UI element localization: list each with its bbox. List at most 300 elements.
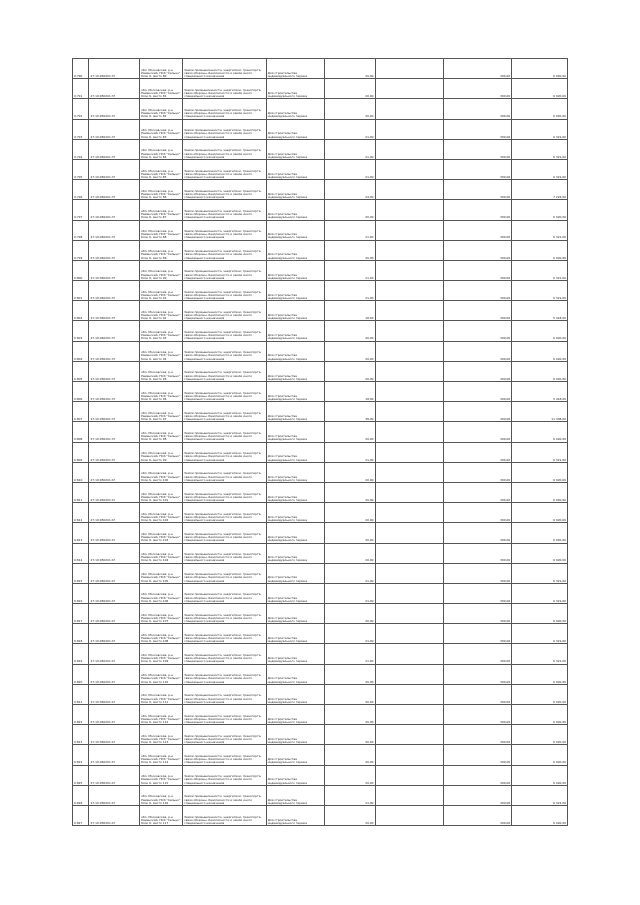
blank-cell [375, 220, 443, 240]
area-cell: 18,00 [324, 382, 375, 402]
address-place-number: 100 [162, 477, 169, 482]
table-row [73, 604, 568, 624]
total-value-cell: 5 418,00 [512, 301, 568, 321]
total-value-cell: 6 020,00 [512, 341, 568, 361]
total-value-cell: 6 020,00 [512, 462, 568, 482]
cadastral-number-cell: 27:10:050201:4? [89, 785, 140, 805]
price-cell: 300,00 [443, 705, 511, 725]
area-cell: 21,00 [324, 563, 375, 583]
price-cell: 300,00 [443, 200, 511, 220]
address-cell [140, 402, 183, 422]
address-text: обл. Московская, р-н Раменский, ПСК "Сельцо" блок 6, место [141, 471, 181, 482]
price-cell: 300,00 [443, 139, 511, 159]
address-text: обл. Московская, р-н Раменский, ПСК "Сельцо" блок 6, место [141, 552, 181, 563]
area-cell: 21,00 [324, 139, 375, 159]
permitted-use-cell: Для строительства индивидуального гаража [266, 321, 324, 341]
land-category-cell: Земли промышленности, энергетики, транспорта, связи обороны, безопасности и земли иного специального назначения [183, 402, 267, 422]
area-cell: 20,00 [324, 765, 375, 785]
total-value-cell: 6 020,00 [512, 765, 568, 785]
table-row [73, 523, 568, 543]
table-row [73, 644, 568, 664]
total-value-cell: 6 321,00 [512, 159, 568, 179]
table-row [73, 765, 568, 785]
land-plot-table [72, 58, 568, 826]
address-cell [140, 99, 183, 119]
blank-cell [375, 684, 443, 704]
address-text: обл. Московская, р-н Раменский, ПСК "Сельцо" блок 6, место [141, 451, 181, 462]
row-id-cell: 0:816 [73, 583, 89, 603]
land-category-cell: Земли промышленности, энергетики, транспорта, связи обороны, безопасности и земли иного специального назначения [183, 59, 267, 79]
blank-cell [375, 664, 443, 684]
cadastral-number-cell: 27:10:050201:3? [89, 119, 140, 139]
permitted-use-cell: Для строительства индивидуального гаража [266, 583, 324, 603]
address-cell [140, 220, 183, 240]
address-place-number: 87 [162, 215, 167, 220]
total-value-cell: 6 020,00 [512, 745, 568, 765]
row-id-cell: 0:817 [73, 604, 89, 624]
area-cell: 21,00 [324, 281, 375, 301]
address-text: обл. Московская, р-н Раменский, ПСК "Сельцо" блок 6, место [141, 390, 181, 401]
address-place-number: 107 [162, 619, 169, 624]
address-text: обл. Московская, р-н Раменский, ПСК "Сельцо" блок 6, место [141, 330, 181, 341]
table-row [73, 503, 568, 523]
total-value-cell: 6 020,00 [512, 422, 568, 442]
permitted-use-cell: Для строительства индивидуального гаража [266, 705, 324, 725]
table-row [73, 462, 568, 482]
row-id-cell: 0:821 [73, 684, 89, 704]
blank-cell [375, 382, 443, 402]
permitted-use-cell: Для строительства индивидуального гаража [266, 563, 324, 583]
address-cell [140, 301, 183, 321]
blank-cell [375, 705, 443, 725]
address-text: обл. Московская, р-н Раменский, ПСК "Сельцо" блок 6, место [141, 693, 181, 704]
row-id-cell: 0:800 [73, 260, 89, 280]
total-value-cell: 6 321,00 [512, 139, 568, 159]
row-id-cell: 0:796 [73, 180, 89, 200]
row-id-cell: 0:797 [73, 200, 89, 220]
address-place-number: 116 [162, 800, 169, 805]
land-category-cell: Земли промышленности, энергетики, транспорта, связи обороны, безопасности и земли иного специального назначения [183, 785, 267, 805]
cadastral-number-cell: 27:10:050201:3? [89, 240, 140, 260]
table-row [73, 361, 568, 381]
address-place-number: 83 [162, 134, 167, 139]
address-cell [140, 59, 183, 79]
address-cell [140, 563, 183, 583]
blank-cell [375, 159, 443, 179]
row-id-cell: 0:803 [73, 321, 89, 341]
area-cell: 21,00 [324, 785, 375, 805]
price-cell: 300,00 [443, 79, 511, 99]
row-id-cell: 0:805 [73, 361, 89, 381]
permitted-use-cell: Для строительства индивидуального гаража [266, 684, 324, 704]
permitted-use-cell: Для строительства индивидуального гаража [266, 59, 324, 79]
total-value-cell: 6 321,00 [512, 119, 568, 139]
area-cell: 18,00 [324, 301, 375, 321]
permitted-use-cell: Для строительства индивидуального гаража [266, 785, 324, 805]
address-text: обл. Московская, р-н Раменский, ПСК "Сельцо" блок 6, место [141, 87, 181, 99]
cadastral-number-cell: 27:10:050201:3? [89, 79, 140, 99]
address-place-number: 97 [162, 417, 167, 422]
row-id-cell: 0:827 [73, 805, 89, 825]
cadastral-number-cell: 27:10:050201:4? [89, 644, 140, 664]
blank-cell [375, 543, 443, 563]
total-value-cell: 6 321,00 [512, 260, 568, 280]
blank-cell [375, 765, 443, 785]
address-cell [140, 705, 183, 725]
land-category-cell: Земли промышленности, энергетики, транспорта, связи обороны, безопасности и земли иного специального назначения [183, 139, 267, 159]
land-category-cell: Земли промышленности, энергетики, транспорта, связи обороны, безопасности и земли иного специального назначения [183, 382, 267, 402]
permitted-use-cell: Для строительства индивидуального гаража [266, 361, 324, 381]
blank-cell [375, 503, 443, 523]
table-row [73, 382, 568, 402]
address-place-number: 106 [162, 598, 169, 603]
price-cell: 300,00 [443, 523, 511, 543]
price-cell: 300,00 [443, 220, 511, 240]
address-cell [140, 785, 183, 805]
address-place-number: 108 [162, 639, 169, 644]
permitted-use-cell: Для строительства индивидуального гаража [266, 79, 324, 99]
row-id-cell: 0:794 [73, 139, 89, 159]
area-cell: 21,00 [324, 159, 375, 179]
price-cell: 300,00 [443, 422, 511, 442]
address-text: обл. Московская, р-н Раменский, ПСК "Сельцо" блок 6, место [141, 410, 181, 422]
total-value-cell: 6 020,00 [512, 725, 568, 745]
table-row [73, 159, 568, 179]
permitted-use-cell: Для строительства индивидуального гаража [266, 442, 324, 462]
blank-cell [375, 563, 443, 583]
address-place-number: 96 [162, 396, 167, 401]
land-category-cell: Земли промышленности, энергетики, транспорта, связи обороны, безопасности и земли иного специального назначения [183, 260, 267, 280]
land-category-cell: Земли промышленности, энергетики, транспорта, связи обороны, безопасности и земли иного специального назначения [183, 321, 267, 341]
permitted-use-cell: Для строительства индивидуального гаража [266, 119, 324, 139]
table-row [73, 422, 568, 442]
address-text: обл. Московская, р-н Раменский, ПСК "Сельцо" блок 6, место [141, 713, 181, 724]
permitted-use-cell: Для строительства индивидуального гаража [266, 99, 324, 119]
total-value-cell: 6 321,00 [512, 442, 568, 462]
table-row [73, 442, 568, 462]
address-cell [140, 321, 183, 341]
table-row [73, 200, 568, 220]
address-text: обл. Московская, р-н Раменский, ПСК "Сельцо" блок 6, место [141, 430, 181, 442]
total-value-cell: 6 020,00 [512, 684, 568, 704]
address-text: обл. Московская, р-н Раменский, ПСК "Сельцо" блок 6, место [141, 632, 181, 644]
address-cell [140, 139, 183, 159]
address-text: обл. Московская, р-н Раменский, ПСК "Сельцо" блок 6, место [141, 531, 181, 543]
cadastral-number-cell: 27:10:050201:4? [89, 664, 140, 684]
price-cell: 300,00 [443, 462, 511, 482]
land-category-cell: Земли промышленности, энергетики, транспорта, связи обороны, безопасности и земли иного специального назначения [183, 583, 267, 603]
address-cell [140, 159, 183, 179]
cadastral-number-cell: 27:10:050201:3? [89, 180, 140, 200]
address-text: обл. Московская, р-н Раменский, ПСК "Сельцо" блок 6, место [141, 289, 181, 301]
land-category-cell: Земли промышленности, энергетики, транспорта, связи обороны, безопасности и земли иного специального назначения [183, 482, 267, 502]
total-value-cell: 6 321,00 [512, 563, 568, 583]
address-text: обл. Московская, р-н Раменский, ПСК "Сельцо" блок 6, место [141, 794, 181, 805]
address-place-number: 102 [162, 518, 169, 523]
cadastral-number-cell: 27:10:050201:4? [89, 604, 140, 624]
cadastral-number-cell: 27:10:050201:3? [89, 220, 140, 240]
land-category-cell: Земли промышленности, энергетики, транспорта, связи обороны, безопасности и земли иного специального назначения [183, 180, 267, 200]
land-category-cell: Земли промышленности, энергетики, транспорта, связи обороны, безопасности и земли иного специального назначения [183, 725, 267, 745]
area-cell: 20,00 [324, 462, 375, 482]
price-cell: 300,00 [443, 301, 511, 321]
area-cell: 20,00 [324, 240, 375, 260]
address-place-number: 110 [162, 679, 169, 684]
permitted-use-cell: Для строительства индивидуального гаража [266, 240, 324, 260]
address-place-number: 85 [162, 174, 167, 179]
row-id-cell: 0:802 [73, 301, 89, 321]
address-cell [140, 583, 183, 603]
address-place-number: 98 [162, 437, 167, 442]
land-category-cell: Земли промышленности, энергетики, транспорта, связи обороны, безопасности и земли иного специального назначения [183, 765, 267, 785]
price-cell: 300,00 [443, 361, 511, 381]
land-category-cell: Земли промышленности, энергетики, транспорта, связи обороны, безопасности и земли иного специального назначения [183, 220, 267, 240]
price-cell: 300,00 [443, 402, 511, 422]
blank-cell [375, 482, 443, 502]
price-cell: 300,00 [443, 382, 511, 402]
address-place-number: 112 [162, 719, 169, 724]
price-cell: 300,00 [443, 624, 511, 644]
area-cell: 20,00 [324, 684, 375, 704]
blank-cell [375, 604, 443, 624]
total-value-cell: 7 224,00 [512, 180, 568, 200]
address-cell [140, 382, 183, 402]
permitted-use-cell: Для строительства индивидуального гаража [266, 664, 324, 684]
row-id-cell: 0:799 [73, 240, 89, 260]
price-cell: 300,00 [443, 644, 511, 664]
land-category-cell: Земли промышленности, энергетики, транспорта, связи обороны, безопасности и земли иного специального назначения [183, 341, 267, 361]
total-value-cell: 11 438,00 [512, 402, 568, 422]
cadastral-number-cell: 27:10:050201:4? [89, 482, 140, 502]
cadastral-number-cell: 27:10:050201:3? [89, 281, 140, 301]
address-cell [140, 624, 183, 644]
address-cell [140, 725, 183, 745]
address-cell [140, 240, 183, 260]
land-category-cell: Земли промышленности, энергетики, транспорта, связи обороны, безопасности и земли иного специального назначения [183, 119, 267, 139]
cadastral-number-cell: 27:10:050201:4? [89, 462, 140, 482]
address-place-number: 82 [162, 114, 167, 119]
address-place-number: 113 [162, 740, 169, 745]
address-place-number: 81 [162, 94, 167, 99]
area-cell: 21,00 [324, 442, 375, 462]
row-id-cell: 0:826 [73, 785, 89, 805]
address-place-number: 99 [162, 457, 167, 462]
address-cell [140, 684, 183, 704]
permitted-use-cell: Для строительства индивидуального гаража [266, 644, 324, 664]
price-cell: 300,00 [443, 604, 511, 624]
land-category-cell: Земли промышленности, энергетики, транспорта, связи обороны, безопасности и земли иного специального назначения [183, 705, 267, 725]
blank-cell [375, 624, 443, 644]
address-cell [140, 543, 183, 563]
address-cell [140, 805, 183, 825]
address-text: обл. Московская, р-н Раменский, ПСК "Сельцо" блок 6, место [141, 511, 181, 523]
row-id-cell: 0:793 [73, 119, 89, 139]
area-cell: 20,00 [324, 200, 375, 220]
address-text: обл. Московская, р-н Раменский, ПСК "Сельцо" блок 6, место [141, 733, 181, 745]
total-value-cell: 6 321,00 [512, 220, 568, 240]
blank-cell [375, 583, 443, 603]
address-place-number: 90 [162, 275, 167, 280]
address-cell [140, 664, 183, 684]
table-row [73, 583, 568, 603]
permitted-use-cell: Для строительства индивидуального гаража [266, 139, 324, 159]
total-value-cell: 6 020,00 [512, 664, 568, 684]
permitted-use-cell: Для строительства индивидуального гаража [266, 200, 324, 220]
cadastral-number-cell: 27:10:050201:4? [89, 563, 140, 583]
address-cell [140, 341, 183, 361]
table-row [73, 341, 568, 361]
permitted-use-cell: Для строительства индивидуального гаража [266, 301, 324, 321]
price-cell: 300,00 [443, 482, 511, 502]
table-row [73, 805, 568, 825]
table-row [73, 321, 568, 341]
address-cell [140, 119, 183, 139]
land-category-cell: Земли промышленности, энергетики, транспорта, связи обороны, безопасности и земли иного специального назначения [183, 240, 267, 260]
blank-cell [375, 805, 443, 825]
cadastral-number-cell: 27:10:050201:3? [89, 139, 140, 159]
total-value-cell: 6 321,00 [512, 644, 568, 664]
land-category-cell: Земли промышленности, энергетики, транспорта, связи обороны, безопасности и земли иного специального назначения [183, 644, 267, 664]
blank-cell [375, 785, 443, 805]
address-place-number: 115 [162, 780, 169, 785]
table-row [73, 745, 568, 765]
price-cell: 300,00 [443, 785, 511, 805]
table-row [73, 180, 568, 200]
cadastral-number-cell: 27:10:050201:4? [89, 523, 140, 543]
cadastral-number-cell: 27:10:050201:3? [89, 159, 140, 179]
price-cell: 300,00 [443, 180, 511, 200]
blank-cell [375, 139, 443, 159]
address-place-number: 109 [162, 659, 169, 664]
address-place-number: 91 [162, 296, 167, 301]
permitted-use-cell: Для строительства индивидуального гаража [266, 765, 324, 785]
address-cell [140, 180, 183, 200]
row-id-cell: 0:807 [73, 402, 89, 422]
cadastral-number-cell: 27:10:050201:4? [89, 745, 140, 765]
address-place-number: 117 [162, 820, 169, 825]
area-cell: 20,00 [324, 341, 375, 361]
address-text: обл. Московская, р-н Раменский, ПСК "Сельцо" блок 6, место [141, 814, 181, 825]
address-text: обл. Московская, р-н Раменский, ПСК "Сельцо" блок 6, место [141, 612, 181, 624]
area-cell: 21,00 [324, 644, 375, 664]
blank-cell [375, 422, 443, 442]
price-cell: 300,00 [443, 240, 511, 260]
cadastral-number-cell: 27:10:050201:4? [89, 765, 140, 785]
row-id-cell: 0:813 [73, 523, 89, 543]
address-text: обл. Московская, р-н Раменский, ПСК "Сельцо" блок 6, место [141, 148, 181, 159]
area-cell: 20,00 [324, 664, 375, 684]
table-row [73, 240, 568, 260]
address-cell [140, 462, 183, 482]
blank-cell [375, 321, 443, 341]
total-value-cell: 6 020,00 [512, 361, 568, 381]
area-cell: 21,00 [324, 119, 375, 139]
row-id-cell: 0:823 [73, 725, 89, 745]
cadastral-number-cell: 27:10:050201:4? [89, 543, 140, 563]
permitted-use-cell: Для строительства индивидуального гаража [266, 624, 324, 644]
address-cell [140, 422, 183, 442]
area-cell: 24,00 [324, 180, 375, 200]
blank-cell [375, 99, 443, 119]
address-place-number: 88 [162, 235, 167, 240]
table-row [73, 543, 568, 563]
area-cell: 20,00 [324, 523, 375, 543]
blank-cell [375, 402, 443, 422]
table-row [73, 220, 568, 240]
row-id-cell: 0:824 [73, 745, 89, 765]
permitted-use-cell: Для строительства индивидуального гаража [266, 462, 324, 482]
address-cell [140, 745, 183, 765]
price-cell: 300,00 [443, 260, 511, 280]
table-row [73, 59, 568, 79]
land-category-cell: Земли промышленности, энергетики, транспорта, связи обороны, безопасности и земли иного специального назначения [183, 503, 267, 523]
area-cell: 20,00 [324, 705, 375, 725]
area-cell: 20,00 [324, 99, 375, 119]
cadastral-number-cell: 27:10:050201:3? [89, 99, 140, 119]
table-row [73, 563, 568, 583]
cadastral-number-cell: 27:10:050201:4? [89, 624, 140, 644]
land-category-cell: Земли промышленности, энергетики, транспорта, связи обороны, безопасности и земли иного специального назначения [183, 745, 267, 765]
permitted-use-cell: Для строительства индивидуального гаража [266, 604, 324, 624]
address-place-number: 89 [162, 255, 167, 260]
area-cell: 20,00 [324, 79, 375, 99]
address-place-number: 93 [162, 336, 167, 341]
cadastral-number-cell: 27:10:050201:3? [89, 341, 140, 361]
price-cell: 300,00 [443, 281, 511, 301]
row-id-cell: 0:814 [73, 543, 89, 563]
row-id-cell: 0:795 [73, 159, 89, 179]
address-place-number: 105 [162, 578, 169, 583]
area-cell: 21,00 [324, 624, 375, 644]
land-category-cell: Земли промышленности, энергетики, транспорта, связи обороны, безопасности и земли иного специального назначения [183, 442, 267, 462]
land-category-cell: Земли промышленности, энергетики, транспорта, связи обороны, безопасности и земли иного специального назначения [183, 664, 267, 684]
address-place-number: 80 [162, 73, 167, 78]
cadastral-number-cell: 27:10:050201:3? [89, 402, 140, 422]
price-cell: 300,00 [443, 664, 511, 684]
address-cell [140, 260, 183, 280]
blank-cell [375, 119, 443, 139]
address-place-number: 94 [162, 356, 167, 361]
table-row [73, 139, 568, 159]
cadastral-number-cell: 27:10:050201:3? [89, 260, 140, 280]
table-row [73, 725, 568, 745]
cadastral-number-cell: 27:10:050201:3? [89, 422, 140, 442]
table-row [73, 482, 568, 502]
land-category-cell: Земли промышленности, энергетики, транспорта, связи обороны, безопасности и земли иного специального назначения [183, 281, 267, 301]
total-value-cell: 6 020,00 [512, 321, 568, 341]
table-row [73, 624, 568, 644]
land-category-cell: Земли промышленности, энергетики, транспорта, связи обороны, безопасности и земли иного специального назначения [183, 563, 267, 583]
price-cell: 300,00 [443, 59, 511, 79]
total-value-cell: 6 020,00 [512, 99, 568, 119]
permitted-use-cell: Для строительства индивидуального гаража [266, 523, 324, 543]
price-cell: 300,00 [443, 583, 511, 603]
cadastral-number-cell: 27:10:050201:3? [89, 59, 140, 79]
table-row [73, 785, 568, 805]
address-place-number: 111 [162, 699, 169, 704]
address-place-number: 84 [162, 154, 167, 159]
table-row [73, 281, 568, 301]
address-text: обл. Московская, р-н Раменский, ПСК "Сельцо" блок 6, место [141, 491, 181, 502]
table-row [73, 664, 568, 684]
total-value-cell: 6 020,00 [512, 705, 568, 725]
row-id-cell: 0:791 [73, 79, 89, 99]
blank-cell [375, 59, 443, 79]
address-text: обл. Московская, р-н Раменский, ПСК "Сельцо" блок 6, место [141, 653, 181, 664]
address-text: обл. Московская, р-н Раменский, ПСК "Сельцо" блок 6, место [141, 350, 181, 361]
area-cell: 20,00 [324, 422, 375, 442]
total-value-cell: 6 321,00 [512, 583, 568, 603]
